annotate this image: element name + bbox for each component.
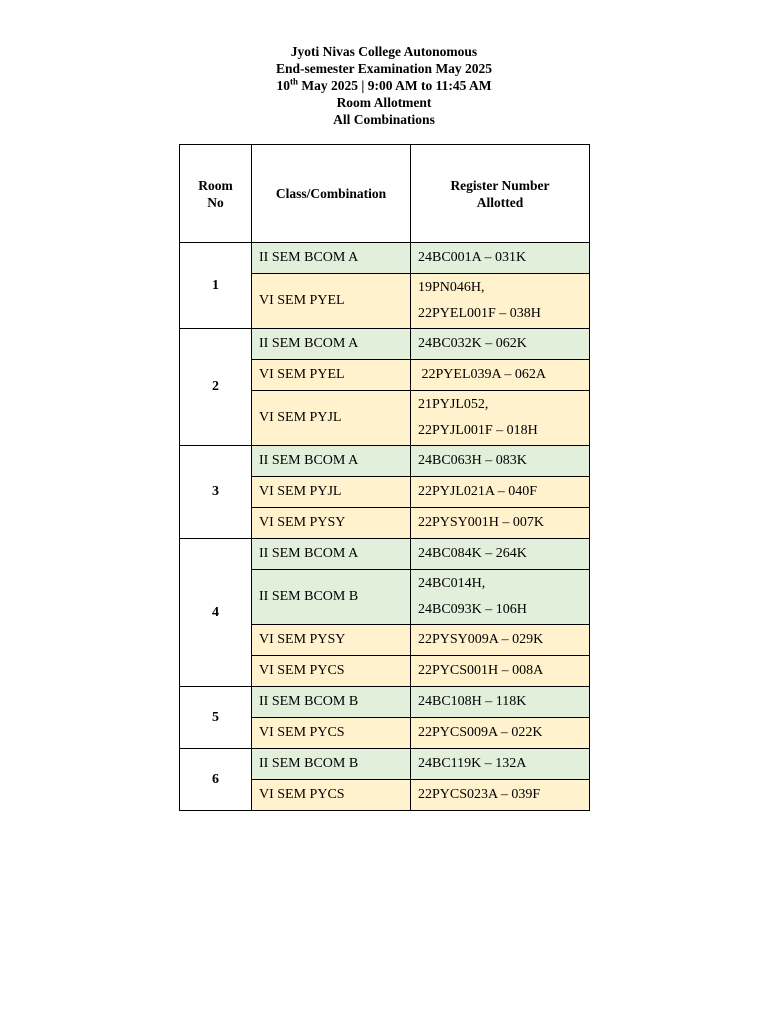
- register-numbers: [411, 656, 590, 687]
- document-title: Room Allotment: [336, 95, 432, 110]
- register-range: 19PN046H,: [418, 280, 485, 295]
- register-range: 21PYJL052,: [418, 397, 489, 412]
- register-numbers: [411, 508, 590, 539]
- header-register-line2: Allotted: [476, 194, 524, 210]
- register-range: 22PYSY001H – 007K: [418, 515, 545, 530]
- class-combination: II SEM BCOM A: [252, 243, 411, 274]
- register-numbers: [411, 780, 590, 811]
- table-row: [180, 749, 590, 780]
- header-register-line1: Register Number: [450, 177, 550, 193]
- class-combination: II SEM BCOM A: [252, 446, 411, 477]
- register-numbers: [411, 243, 590, 274]
- register-range: 22PYCS001H – 008A: [418, 663, 544, 678]
- college-name: Jyoti Nivas College Autonomous: [290, 44, 478, 59]
- register-numbers: [411, 274, 590, 329]
- room-number: 2: [180, 329, 252, 446]
- register-range: 22PYSY009A – 029K: [418, 632, 544, 647]
- room-number: 3: [180, 446, 252, 539]
- header-room-no: [180, 145, 252, 243]
- room-number: 6: [180, 749, 252, 811]
- room-allotment-table: [179, 144, 590, 811]
- register-numbers: [411, 446, 590, 477]
- date-suffix: th: [290, 76, 299, 87]
- table-row: [180, 687, 590, 718]
- register-range: 24BC084K – 264K: [418, 546, 527, 561]
- table-row: [180, 446, 590, 477]
- class-combination: VI SEM PYEL: [252, 274, 411, 329]
- header-room-line2: No: [207, 194, 224, 210]
- header-register-number: [411, 145, 590, 243]
- date-day: 10: [276, 78, 291, 93]
- header-class-combination: Class/Combination: [252, 145, 411, 243]
- table-row: [180, 539, 590, 570]
- table-header-row: [180, 145, 590, 243]
- class-combination: VI SEM PYSY: [252, 625, 411, 656]
- register-numbers: [411, 360, 590, 391]
- class-combination: II SEM BCOM B: [252, 749, 411, 780]
- room-number: 4: [180, 539, 252, 687]
- class-combination: VI SEM PYJL: [252, 477, 411, 508]
- register-range: 22PYCS023A – 039F: [418, 787, 541, 802]
- class-combination: VI SEM PYSY: [252, 508, 411, 539]
- register-range: 22PYCS009A – 022K: [418, 725, 543, 740]
- register-range: 24BC032K – 062K: [418, 336, 527, 351]
- class-combination: VI SEM PYCS: [252, 780, 411, 811]
- date-rest: May 2025 | 9:00 AM to 11:45 AM: [298, 78, 492, 93]
- exam-name: End-semester Examination May 2025: [275, 61, 493, 76]
- header-room-line1: Room: [198, 177, 233, 193]
- register-range: 24BC119K – 132A: [418, 756, 527, 771]
- class-combination: II SEM BCOM B: [252, 570, 411, 625]
- document-header: [0, 43, 768, 128]
- register-range: 24BC093K – 106H: [418, 602, 527, 617]
- class-combination: II SEM BCOM A: [252, 329, 411, 360]
- register-range: 22PYJL001F – 018H: [418, 423, 538, 438]
- register-range: 22PYEL001F – 038H: [418, 306, 541, 321]
- register-numbers: [411, 749, 590, 780]
- table-row: [180, 243, 590, 274]
- register-range: 24BC014H,: [418, 576, 486, 591]
- class-combination: VI SEM PYJL: [252, 391, 411, 446]
- class-combination: II SEM BCOM B: [252, 687, 411, 718]
- table-row: [180, 329, 590, 360]
- exam-date-time: [0, 77, 768, 94]
- register-numbers: [411, 687, 590, 718]
- register-numbers: [411, 391, 590, 446]
- register-numbers: [411, 539, 590, 570]
- class-combination: II SEM BCOM A: [252, 539, 411, 570]
- register-numbers: [411, 329, 590, 360]
- class-combination: VI SEM PYCS: [252, 718, 411, 749]
- room-number: 1: [180, 243, 252, 329]
- register-range: 22PYJL021A – 040F: [418, 484, 538, 499]
- register-numbers: [411, 625, 590, 656]
- room-number: 5: [180, 687, 252, 749]
- class-combination: VI SEM PYCS: [252, 656, 411, 687]
- register-numbers: [411, 570, 590, 625]
- register-numbers: [411, 477, 590, 508]
- register-range: 22PYEL039A – 062A: [418, 367, 546, 382]
- class-combination: VI SEM PYEL: [252, 360, 411, 391]
- register-range: 24BC063H – 083K: [418, 453, 527, 468]
- document-subtitle: All Combinations: [333, 112, 435, 127]
- table-body: [180, 243, 590, 811]
- register-numbers: [411, 718, 590, 749]
- register-range: 24BC001A – 031K: [418, 250, 527, 265]
- register-range: 24BC108H – 118K: [418, 694, 527, 709]
